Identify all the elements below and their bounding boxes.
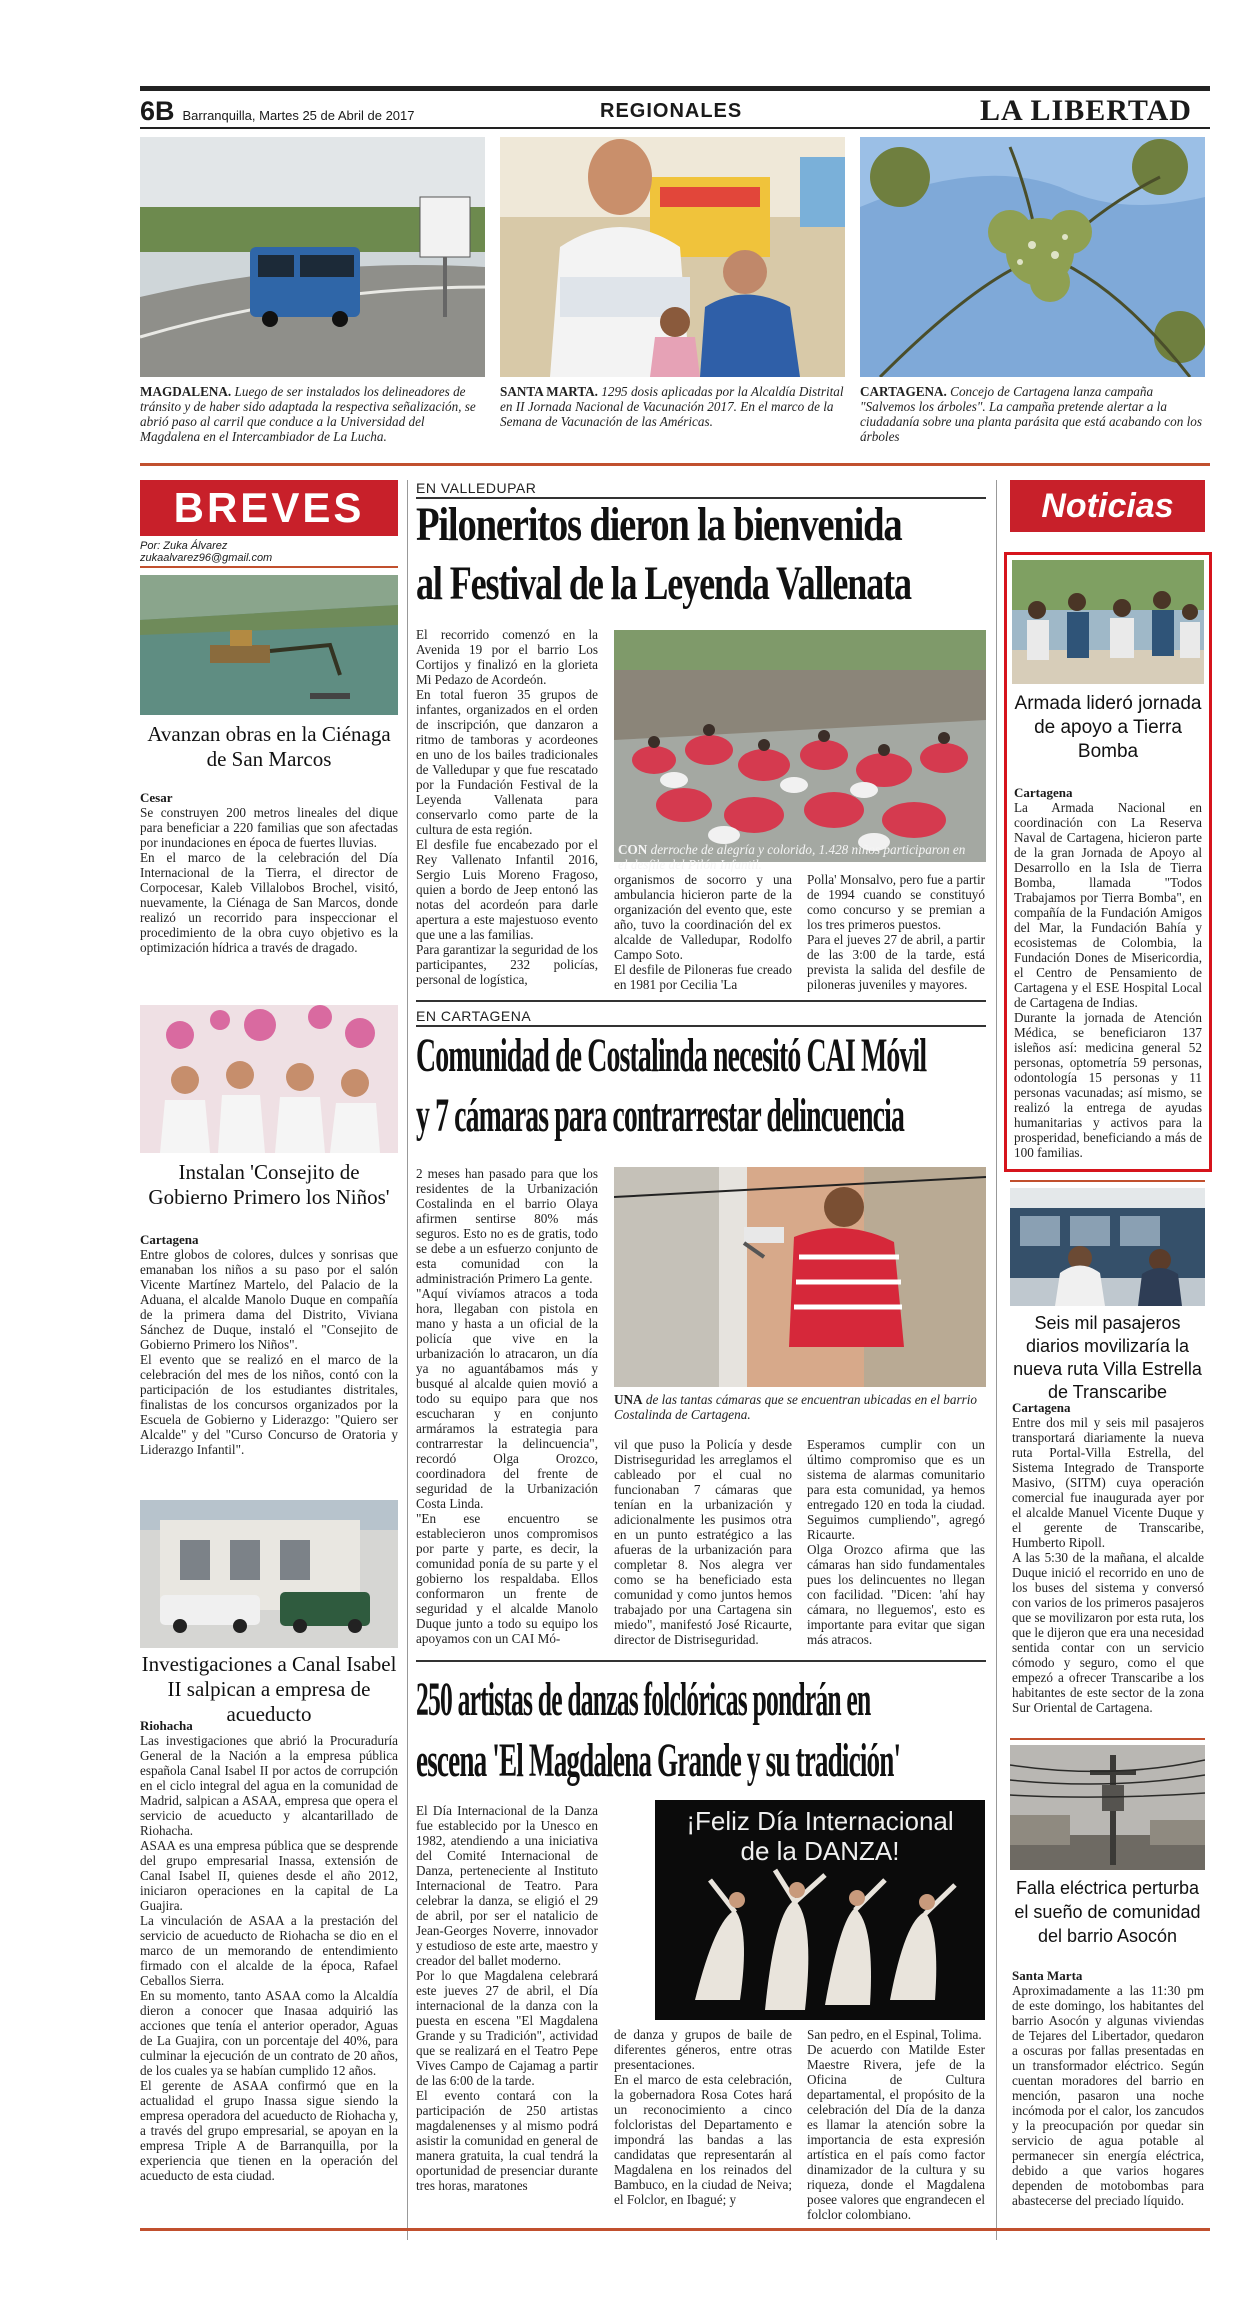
photo-tierra-bomba: [1012, 560, 1204, 684]
dateline: Barranquilla, Martes 25 de Abril de 2017: [182, 108, 415, 123]
breve-2-body: Entre globos de colores, dulces y sonrisas que emanaban los niños a su paso por el salón Vicente Martínez Martelo, del Palacio de la Aduana, el alcalde Manolo Duque en compañía de la primera dama del Distrito, Viviana Sánchez de Duque, instaló el "Consejito de Gobierno Primero los Niños". El evento que se realizó en el marco de la celebración del mes de los niños, contó con la participación de los estudiantes distritales, finalistas de los concursos organizados por la Escuela de Gobierno y Liderazgo: "Quiero ser Alcalde" y del "Curso Concurso de Oratoria y Liderazgo Infantil".: [140, 1247, 398, 1457]
article-2-caption: [614, 1392, 986, 1422]
article-3-headline-line1: 250 artistas de danzas folclóricas pondrán en: [416, 1673, 871, 1726]
masthead: LA LIBERTAD: [980, 94, 1192, 127]
caption-lead: CON: [618, 842, 648, 857]
breve-1-body: Se construyen 200 metros lineales del dique para beneficiar a 220 familias que son afectadas por inundaciones en época de fuertes lluvias. En el marco de la celebración del Día Internacional de la Tierra, el director de Corpocesar, Kaleb Villalobos Brochel, visitó, nuevamente, la Ciénaga de San Marcos, donde realizó un recorrido para inspeccionar el procedimiento de la obra cuyo objetivo es la optimización hídrica a través de dragado.: [140, 805, 398, 955]
noticias-banner: [1010, 480, 1205, 532]
noticia-1-title: Armada lideró jornada de apoyo a Tierra Bomba: [1014, 693, 1202, 762]
breve-2-title: Instalan 'Consejito de Gobierno Primero los Niños': [148, 1160, 390, 1209]
kicker-rule: [416, 1025, 986, 1027]
noticia-3-body: Aproximadamente a las 11:30 pm de este domingo, los habitantes del barrio Asocón y algunas viviendas de Tejares del Libertador, quedaron a oscuras por fallas presentadas en un transformador eléctrico. Según cuentan moradores del barrio en mención, pasaron una noche incómoda por el calor, los zancudos y la preocupación por quedar sin servicio de agua potable al permanecer sin energía eléctrica, debido a que varios hogares dependen de motobombas para abastecerse del preciado líquido.: [1012, 1983, 1204, 2208]
noticia-3-title: Falla eléctrica perturba el sueño de comunidad del barrio Asocón: [1014, 1878, 1201, 1946]
caption-text: 1295 dosis aplicadas por la Alcaldía Distrital en II Jornada Nacional de Vacunación 2017. En el marco de la Semana de Vacunación de las Américas.: [500, 384, 844, 429]
noticia-2-title: Seis mil pasajeros diarios movilizaría la nueva ruta Villa Estrella de Transcaribe: [1013, 1313, 1202, 1402]
caption-cartagena: [860, 384, 1205, 444]
noticias-rule: [1010, 1180, 1205, 1182]
article-1-headline-line2: al Festival de la Leyenda Vallenata: [416, 557, 911, 610]
caption-text: de las tantas cámaras que se encuentran ubicadas en el barrio Costalinda de Cartagena.: [614, 1392, 977, 1422]
photo-canal-isabel-building: [140, 1500, 398, 1648]
article-2-headline-line2: y 7 cámaras para contrarrestar delincuencia: [416, 1089, 904, 1142]
article-2-headline-line1: Comunidad de Costalinda necesitó CAI Móvil: [416, 1029, 927, 1082]
photo-cartagena-tree: [860, 137, 1205, 377]
photo-power-lines: [1010, 1745, 1205, 1870]
article-2-col2: vil que puso la Policía y desde Distriseguridad les arreglamos el cableado por el cual no funcionaban 7 cámaras que tenían en la urbanización y adicionalmente les pusimos otra en un punto estratégico a las afueras de la urbanización para completar 8. Nos alegra ver como se ha beneficiado esta comunidad y como juntos hemos trabajado por una Cartagena sin miedo", manifestó José Ricaurte, director de Distriseguridad.: [614, 1437, 792, 1647]
byline-email: zukaalvarez96@gmail.com: [140, 552, 273, 564]
noticias-banner-text: Noticias: [1041, 486, 1174, 525]
caption-place: SANTA MARTA.: [500, 384, 598, 399]
photo-piloneritos-parade: [614, 630, 986, 862]
column-divider-left: [407, 480, 408, 2240]
poster-line2: de la DANZA!: [740, 1836, 900, 1866]
header-bottom-rule: [140, 127, 1210, 129]
poster-title: [655, 1806, 985, 1866]
breve-3-body: Las investigaciones que abrió la Procuraduría General de la Nación a la empresa pública española Canal Isabel II por actos de corrupción en el ciclo integral del agua en la comunidad de Madrid, salpican a ASAA, empresa que opera el servicio de acueducto y alcantarillado de Riohacha. ASAA es una empresa pública que se desprende del grupo empresarial Inassa, extensión de Canal Isabel II, quienes desde el año 2012, iniciaron operaciones en la capital de La Guajira. La vinculación de ASAA a la prestación del servicio de acueducto de Riohacha se dio en el marco de un memorando de entendimiento firmado con el alcalde de la época, Rafael Ceballos Sierra. En su momento, tanto ASAA como la Alcaldía dieron a conocer que Inasaa adquirió las acciones que tenía el anterior operador, Aguas de La Guajira, con un porcentaje del 40%, para culminar la ejecución de un contrato de 20 años, de los cuales ya se habían cumplido 12 años. El gerente de ASAA confirmó que en la actualidad el grupo Inassa sigue siendo la empresa operadora del acueducto de Riohacha y, a través del grupo empresarial, se apoyan en la empresa Triple A de Barranquilla, por la experiencia que tienen en la operación del acueducto de esta ciudad.: [140, 1733, 398, 2183]
breves-banner: [140, 480, 398, 536]
caption-text: derroche de alegría y colorido, 1.428 niños participaron en el desfile del Pilón Infantil.: [618, 842, 966, 872]
photo-transcaribe-bus: [1010, 1188, 1205, 1306]
caption-text: Luego de ser instalados los delineadores de tránsito y de haber sido adaptada la respectiva señalización, se abrió paso al carril que conduce a la Universidad del Magdalena en el Intercambiador de La Lucha.: [140, 384, 476, 444]
photo-cienaga-dredge: [140, 575, 398, 715]
section-title: REGIONALES: [600, 100, 743, 122]
article-1-col3: Polla' Monsalvo, pero fue a partir de 1994 cuando se constituyó como concurso y se premian a los tres primeros puestos. Para el jueves 27 de abril, a partir de las 3:00 de la tarde, está prevista la salida del desfile de piloneras juveniles y mayores.: [807, 872, 985, 992]
article-1-kicker: EN VALLEDUPAR: [416, 480, 537, 496]
caption-magdalena: [140, 384, 485, 444]
article-3-col2: de danza y grupos de baile de diferentes géneros, entre otras presentaciones. En el marco de esta celebración, la gobernadora Rosa Cotes hará un reconocimiento a cinco folcloristas del Departamento e impondrá las bandas a las candidatas que representarán al Magdalena en los reinados del Bambuco, en la ciudad de Neiva; el Folclor, en Ibagué; y: [614, 2027, 792, 2207]
noticia-1-body: La Armada Nacional en coordinación con La Reserva Naval de Cartagena, hicieron parte de la gran Jornada de Apoyo al Desarrollo en la Isla de Tierra Bomba, llamada "Todos Trabajamos por Tierra Bomba", en compañía de la Fundación Amigos del Mar, la Fundación Bahía y ecosistemas de Colombia, la Fundación Dones de Misericordia, el Centro de Pensamiento de Cartagena y el ESE Hospital Local de Cartagena de Indias. Durante la jornada de Atención Médica, se beneficiaron 137 isleños así: medicina general 52 personas, optometría 59 personas, odontología 15 personas y 11 personas vacunadas; así mismo, se realizó la entrega de ayudas humanitarias y activos para la prosperidad, beneficiando a más de 100 familias.: [1014, 800, 1202, 1160]
noticias-rule: [1010, 1738, 1205, 1740]
noticia-3-place: Santa Marta: [1012, 1968, 1083, 1983]
noticia-1-place: Cartagena: [1014, 785, 1073, 800]
article-divider: [416, 1660, 986, 1662]
article-2-col1: 2 meses han pasado para que los residentes de la Urbanización Costalinda en el barrio Olaya afirmen sentirse 80% más seguros. Esto no es de gratis, todo se debe a un esfuerzo conjunto de esta comunidad con la administración Primero La gente. "Aquí vivíamos atracos a toda hora, llegaban con pistola en mano y hasta a un oficial de la policía que vive en la urbanización lo atracaron, un día ya no aguantábamos más y busqué al alcalde quien movió a todo su equipo para que nos escucharan y en conjunto armáramos la estrategia para contrarrestar la delincuencia", recordó Olga Orozco, coordinadora del frente de seguridad de la Urbanización Costa Linda. "En ese encuentro se establecieron unos compromisos por parte y parte, es decir, la comunidad ponía de su parte y el gobierno los respaldaba. Ellos conformaron un frente de seguridad y el alcalde Manolo Duque junto a todo su equipo los apoyamos con un CAI Mó-: [416, 1166, 598, 1646]
article-divider: [416, 1000, 986, 1002]
caption-place: MAGDALENA.: [140, 384, 232, 399]
noticia-2-place: Cartagena: [1012, 1400, 1071, 1415]
article-1-col1: El recorrido comenzó en la Avenida 19 por el barrio Los Cortijos y finalizó en la glorieta Mi Pedazo de Acordeón. En total fueron 35 grupos de infantes, organizados en el orden de inscripción, que danzaron a ritmo de tamboras y acordeones en uno de los bailes tradicionales de Valledupar y que fue rescatado por la Fundación Festival de la Leyenda Vallenata para conservarlo como parte de la cultura de esta región. El desfile fue encabezado por el Rey Vallenato Infantil 2016, Sergio Luis Moreno Fragoso, quien a bordo de Jeep entonó las notas del acordeón para darle apertura a este majestuoso evento que une a las familias. Para garantizar la seguridad de los participantes, 232 policías, personal de logística,: [416, 627, 598, 987]
caption-lead: UNA: [614, 1392, 643, 1407]
page-number: 6B: [140, 96, 175, 126]
article-1-headline-line1: Piloneritos dieron la bienvenida: [416, 498, 902, 551]
article-3-col1: El Día Internacional de la Danza fue establecido por la Unesco en 1982, atendiendo a una iniciativa del Comité Internacional de Danza, perteneciente al Instituto Internacional de Teatro. Para celebrar la danza, se eligió el 29 de abril, por ser el natalicio de Jean-Georges Noverre, innovador y estudioso de este arte, maestro y creador del ballet moderno. Por lo que Magdalena celebrará este jueves 27 de abril, el Día internacional de la danza con la puesta en escena "El Magdalena Grande y su Tradición", actividad que se realizará en el Teatro Pepe Vives Campo de Cajamag a partir de las 6:00 de la tarde. El evento contará con la participación de 250 artistas magdalenenses y al mismo podrá asistir la comunidad en general de manera gratuita, la cual tendrá la oportunidad de presenciar durante tres horas, maratones: [416, 1803, 598, 2193]
article-3-headline-line2: escena 'El Magdalena Grande y su tradición': [416, 1734, 901, 1787]
article-1-col2: organismos de socorro y una ambulancia hicieron parte de la organización del evento que, este año, tuvo la coordinación del ex alcalde de Valledupar, Rodolfo Campo Soto. El desfile de Piloneras fue creado en 1981 por Cecilia 'La: [614, 872, 792, 992]
column-divider-right: [996, 480, 997, 2240]
breve-1-place: Cesar: [140, 790, 173, 805]
footer-rule: [140, 2228, 1210, 2231]
article-3-col3: San pedro, en el Espinal, Tolima. De acuerdo con Matilde Ester Maestre Rivera, jefe de la Oficina de Cultura departamental, el propósito de la celebración del Día de la danza es llamar la atención sobre la importancia de esta expresión artística en el país como factor dinamizador de la cultura y su riqueza, donde el Magdalena posee valores que engrandecen el folclor colombiano.: [807, 2027, 985, 2222]
breve-1-title: Avanzan obras en la Ciénaga de San Marcos: [147, 722, 391, 771]
header-left: [140, 96, 415, 126]
poster-line1: ¡Feliz Día Internacional: [686, 1806, 954, 1836]
article-2-kicker: EN CARTAGENA: [416, 1008, 532, 1024]
caption-text: Concejo de Cartagena lanza campaña "Salvemos los árboles". La campaña pretende alertar a la ciudadanía sobre una planta parásita que está acabando con los árboles: [860, 384, 1202, 444]
breve-2-place: Cartagena: [140, 1232, 199, 1247]
breve-3-place: Riohacha: [140, 1718, 193, 1733]
noticia-2-body: Entre dos mil y seis mil pasajeros transportará diariamente la nueva ruta Portal-Villa Estrella, del Sistema Integrado de Transporte Masivo, (SITM) cuya operación comercial fue inaugurada ayer por el alcalde Manuel Vicente Duque y el gerente de Transcaribe, Humberto Ripoll. A las 5:30 de la mañana, el alcalde Duque inició el recorrido en uno de los buses del sistema y conversó con varios de los primeros pasajeros que se movilizaron por esta ruta, los que le dijeron que era una necesidad sentida contar con un servicio cómodo y seguro, como el que empezó a ofrecer Transcaribe a los habitantes de este sector de la zona Sur Oriental de Cartagena.: [1012, 1415, 1204, 1715]
breve-3-title: Investigaciones a Canal Isabel II salpican a empresa de acueducto: [141, 1652, 397, 1726]
photo-magdalena-bus: [140, 137, 485, 377]
photo-consejito-children: [140, 1005, 398, 1153]
article-2-col3: Esperamos cumplir con un último compromiso que es un sistema de alarmas comunitario para esta comunidad, ya hemos entregado 120 en toda la ciudad. Seguimos cumpliendo", agregó Ricaurte. Olga Orozco afirma que las cámaras han sido fundamentales pues los delincuentes no llegan con facilidad. "Dicen: 'ahí hay cámara, no lleguemos', esto es importante para evitar que sigan más atracos.: [807, 1437, 985, 1647]
breves-rule: [140, 566, 398, 568]
photo-santa-marta-vaccination: [500, 137, 845, 377]
article-1-caption: [618, 842, 968, 872]
byline-name: Por: Zuka Álvarez: [140, 540, 228, 552]
breves-byline: [140, 540, 272, 564]
header-top-rule: [140, 86, 1210, 91]
caption-place: CARTAGENA.: [860, 384, 947, 399]
photo-camera-installation: [614, 1167, 986, 1387]
section-divider: [140, 463, 1210, 466]
photo-dance-poster: [655, 1800, 985, 2020]
breves-banner-text: BREVES: [173, 484, 365, 531]
caption-santa-marta: [500, 384, 845, 429]
